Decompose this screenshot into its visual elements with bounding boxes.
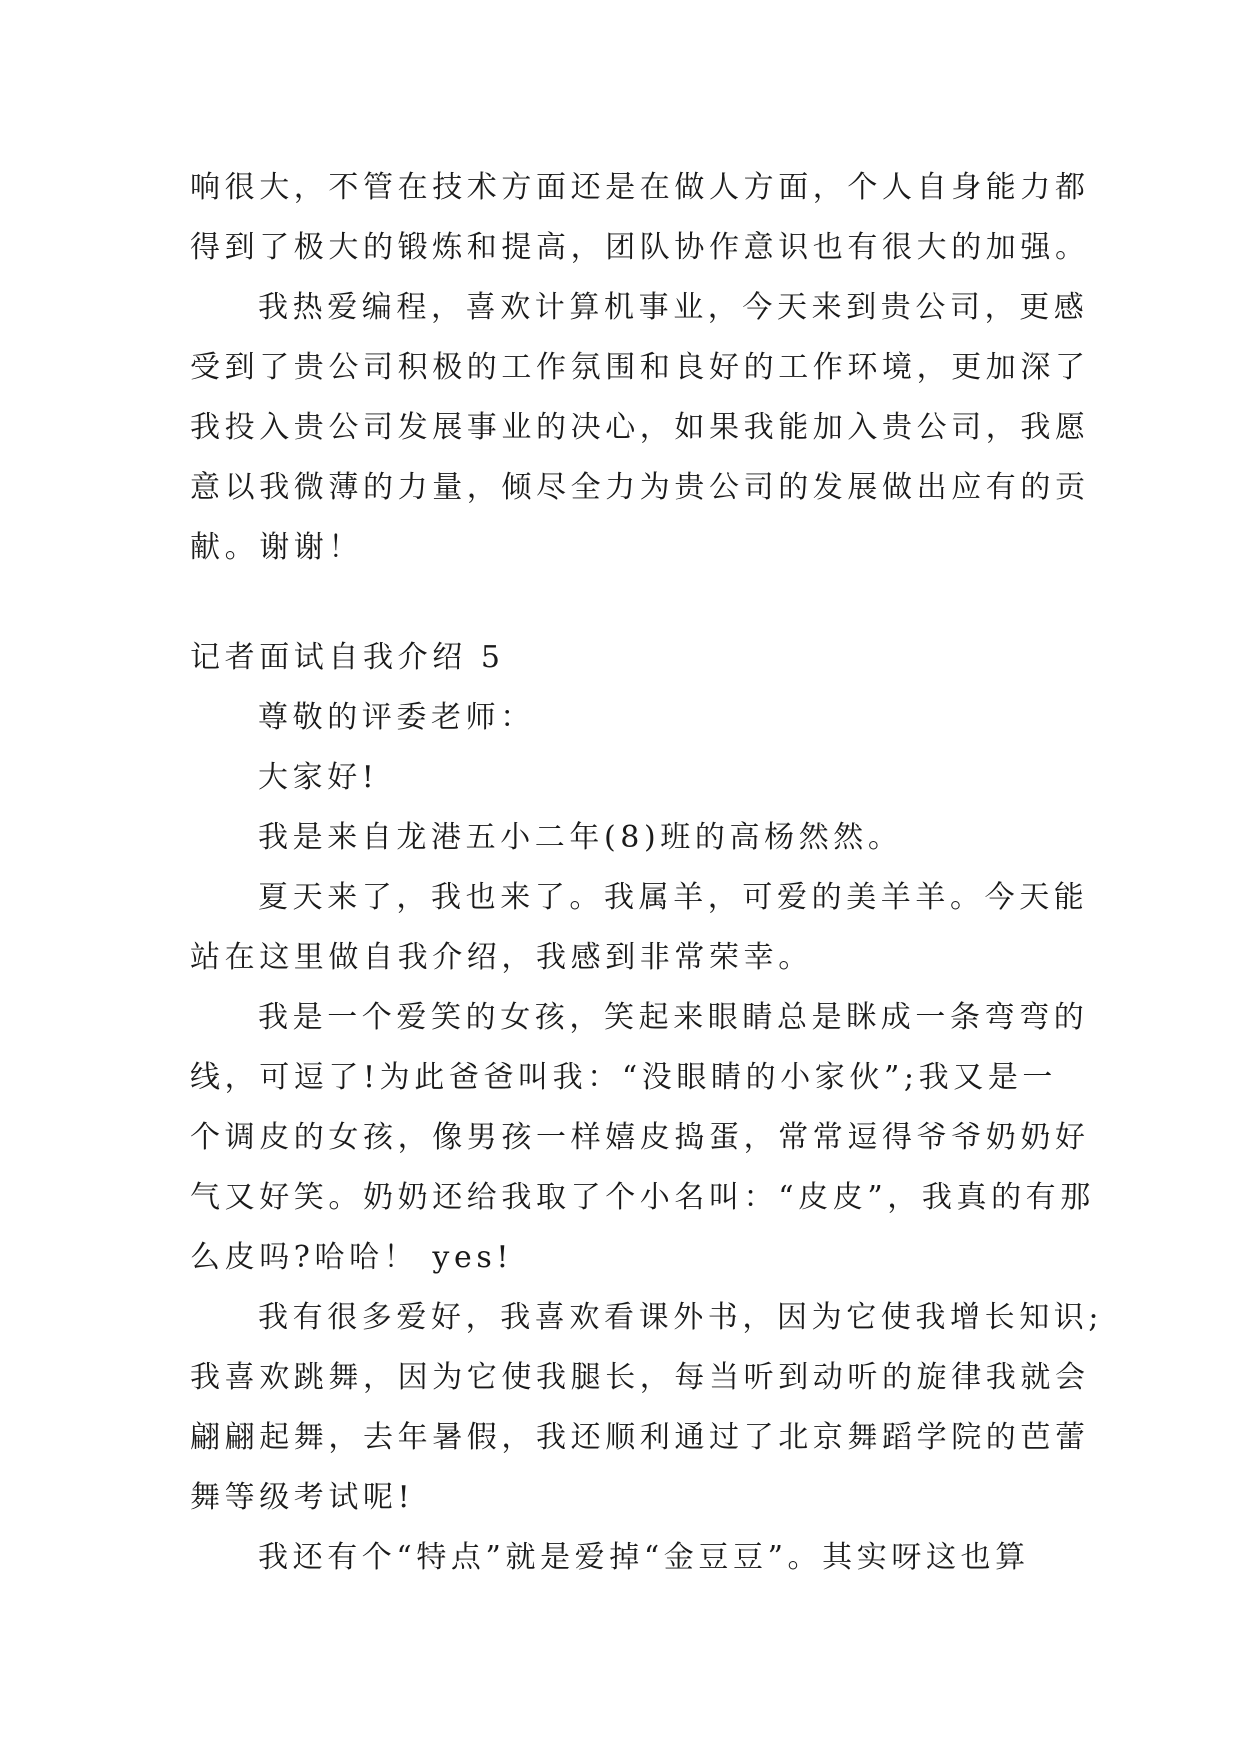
paragraph-6-line-1: 我有很多爱好，我喜欢看课外书，因为它使我增长知识; [258, 1300, 1104, 1335]
paragraph-2-line-3: 我投入贵公司发展事业的决心，如果我能加入贵公司，我愿 [190, 410, 1090, 445]
paragraph-5-line-2: 线，可逗了!为此爸爸叫我：“没眼睛的小家伙”;我又是一 [190, 1060, 1058, 1095]
greeting: 尊敬的评委老师： [258, 700, 535, 735]
paragraph-5-line-3: 个调皮的女孩，像男孩一样嬉皮捣蛋，常常逗得爷爷奶奶好 [190, 1120, 1090, 1155]
paragraph-5-line-1: 我是一个爱笑的女孩，笑起来眼睛总是眯成一条弯弯的 [258, 1000, 1089, 1035]
paragraph-7-line-1: 我还有个“特点”就是爱掉“金豆豆”。其实呀这也算 [258, 1540, 1030, 1575]
paragraph-6-line-4: 舞等级考试呢! [190, 1480, 415, 1515]
paragraph-1-line-2: 得到了极大的锻炼和提高，团队协作意识也有很大的加强。 [190, 230, 1090, 265]
paragraph-6-line-2: 我喜欢跳舞，因为它使我腿长，每当听到动听的旋律我就会 [190, 1360, 1090, 1395]
paragraph-6-line-3: 翩翩起舞，去年暑假，我还顺利通过了北京舞蹈学院的芭蕾 [190, 1420, 1090, 1455]
hello: 大家好! [258, 760, 379, 795]
paragraph-2-line-1: 我热爱编程，喜欢计算机事业，今天来到贵公司，更感 [258, 290, 1089, 325]
paragraph-5-line-4: 气又好笑。奶奶还给我取了个小名叫：“皮皮”，我真的有那 [190, 1180, 1095, 1215]
paragraph-4-line-1: 夏天来了，我也来了。我属羊，可爱的美羊羊。今天能 [258, 880, 1089, 915]
paragraph-1-line-1: 响很大，不管在技术方面还是在做人方面，个人自身能力都 [190, 170, 1090, 205]
section-heading: 记者面试自我介绍 5 [190, 640, 505, 675]
paragraph-5-line-5: 么皮吗?哈哈！ yes! [190, 1240, 513, 1275]
paragraph-2-line-2: 受到了贵公司积极的工作氛围和良好的工作环境，更加深了 [190, 350, 1090, 385]
paragraph-2-line-5: 献。谢谢！ [190, 530, 363, 565]
paragraph-4-line-2: 站在这里做自我介绍，我感到非常荣幸。 [190, 940, 813, 975]
paragraph-2-line-4: 意以我微薄的力量，倾尽全力为贵公司的发展做出应有的贡 [190, 470, 1090, 505]
paragraph-3-line-1: 我是来自龙港五小二年(8)班的高杨然然。 [258, 820, 903, 855]
